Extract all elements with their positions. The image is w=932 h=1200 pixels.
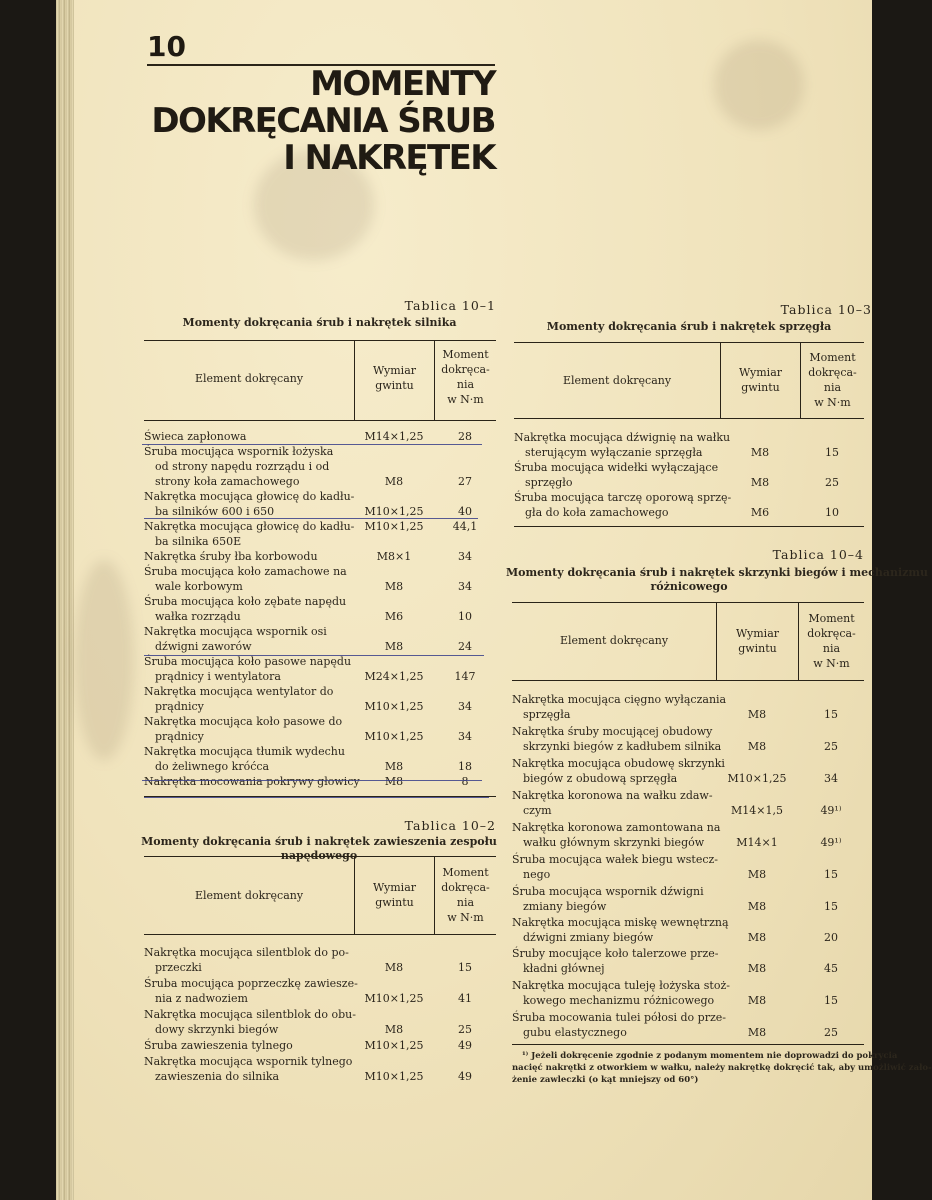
table2-header-rule [144,934,496,935]
row-element-cell [144,714,354,744]
row-element-line: gła do koła zamachowego [525,506,669,519]
header-line: Wymiar [735,627,780,640]
row-element-line: sprzęgła [523,708,571,721]
row-element-line: Śruba mocowania tulei półosi do prze- [512,1011,726,1024]
header-line: w N·m [814,396,851,409]
row-moment-cell: 41 [458,992,472,1005]
row-element-line: Śruba mocująca widełki wyłączające [514,461,719,474]
title-line: DOKRĘCANIA ŚRUB [151,101,495,141]
row-element-line: Nakrętka mocująca wspornik osi [144,625,327,638]
row-element-line: zawieszenia do silnika [155,1070,280,1083]
row-element-line: gubu elastycznego [523,1026,627,1039]
table-row [512,978,864,1008]
title-line: I NAKRĘTEK [283,138,495,178]
row-element-cell [144,489,354,519]
header-line: w N·m [447,393,484,406]
table4-body [512,692,864,1042]
table-row [144,624,496,654]
table-row [144,1054,496,1084]
row-element-line: Nakrętka mocująca silentblok do obu- [144,1008,356,1021]
row-element-line: Śruba mocująca wspornik łożyska [144,445,334,458]
row-element-line: Śruby mocujące koło talerzowe prze- [512,947,719,960]
table1-body [144,429,496,789]
header-line: gwintu [375,896,414,909]
table3-header-moment [801,350,864,410]
row-element-line: Nakrętka koronowa zamontowana na [512,821,721,834]
row-thread-cell: M10×1,25 [364,730,424,743]
row-thread-cell: M8 [384,640,404,653]
row-element-line: dźwigni zaworów [155,640,252,653]
chapter-number: 10 [147,30,186,63]
table1-header-element: Element dokręcany [194,372,304,385]
table-row [144,654,496,684]
row-element-line: Nakrętka koronowa na wałku zdaw- [512,789,713,802]
row-moment-cell: 27 [458,475,472,488]
table-row [512,724,864,754]
header-line: nia [456,896,475,909]
row-moment-cell: 25 [824,1026,838,1039]
row-thread-cell: M8 [750,446,770,459]
table-row [144,744,496,774]
row-element-line: nego [523,868,551,881]
row-element-line: sprzęgło [525,476,573,489]
row-element-line: Śruba mocująca wałek biegu wstecz- [512,853,719,866]
table1-header-moment [435,347,496,407]
row-moment-cell: 34 [458,550,472,563]
row-thread-cell: M6 [384,610,404,623]
row-element-line: dźwigni zmiany biegów [523,931,654,944]
header-line: nia [456,378,475,391]
table3-label: Tablica 10–3 [780,302,872,317]
row-element-cell [144,549,354,564]
row-moment-cell: 15 [825,446,839,459]
table-row [144,489,496,519]
row-element-line: strony koła zamachowego [155,475,300,488]
row-element-line: dowy skrzynki biegów [155,1023,279,1036]
row-moment-cell: 18 [458,760,472,773]
row-moment-cell: 44,1 [452,520,478,533]
stain [74,560,134,760]
header-line: Moment [809,351,856,364]
row-thread-cell: M8 [747,740,767,753]
row-moment-cell: 45 [824,962,838,975]
row-element-line: wałka rozrządu [155,610,241,623]
row-thread-cell: M6 [750,506,770,519]
row-element-cell [512,788,716,818]
row-thread-cell: M10×1,25 [364,1039,424,1052]
row-moment-cell: 49¹⁾ [820,804,842,817]
row-element-line: Śruba mocująca poprzeczkę zawiesze- [144,977,358,990]
table1-header-rule [144,420,496,421]
row-moment-cell: 10 [825,506,839,519]
row-element-line: Śruba mocująca koło zamachowe na [144,565,347,578]
table-row [144,684,496,714]
title-line: MOMENTY [310,64,495,104]
row-moment-cell: 15 [824,994,838,1007]
row-thread-cell: M8 [384,775,404,788]
row-element-cell [512,884,716,914]
row-thread-cell: M8 [384,475,404,488]
header-line: Wymiar [372,364,417,377]
row-thread-cell: M10×1,25 [364,700,424,713]
row-element-cell [144,976,358,1006]
table-row [144,429,496,444]
table1-header-thread [355,363,434,393]
row-thread-cell: M8 [747,931,767,944]
table3-header-rule [514,418,864,419]
table3-title: Momenty dokręcania śrub i nakrętek sprzęgła [546,320,832,333]
row-moment-cell: 25 [458,1023,472,1036]
table-row [144,1038,496,1053]
row-moment-cell: 34 [458,700,472,713]
table-row [514,490,864,520]
row-element-line: prądnicy [155,730,204,743]
table4-bottom-rule [512,1044,864,1045]
header-line: Moment [442,866,489,879]
row-moment-cell: 15 [824,900,838,913]
row-moment-cell: 49 [458,1070,472,1083]
table2-header-moment [435,865,496,925]
row-element-cell [514,460,720,490]
footnote-line: żenie zawleczki (o kąt mniejszy od 60°) [512,1075,699,1085]
stain [714,40,804,130]
row-element-cell [512,820,721,850]
row-element-line: Śruba mocująca wspornik dźwigni [512,885,704,898]
row-thread-cell: M8 [747,708,767,721]
row-thread-cell: M8 [747,900,767,913]
table-row [512,884,864,914]
row-moment-cell: 25 [825,476,839,489]
row-element-line: prądnicy i wentylatora [155,670,281,683]
row-element-line: skrzynki biegów z kadłubem silnika [523,740,722,753]
header-line: dokręca- [441,881,490,894]
table3-header-thread [721,365,800,395]
row-thread-cell: M10×1,25 [364,1070,424,1083]
table-row [512,692,864,722]
table1-top-rule [144,340,496,341]
table1-title: Momenty dokręcania śrub i nakrętek silnika [182,316,457,329]
header-line: dokręca- [441,363,490,376]
row-element-line: Nakrętka mocująca głowicę do kadłu- [144,520,355,533]
row-element-line: ba silników 600 i 650 [155,505,275,518]
table-row [514,460,864,490]
row-element-cell [144,444,354,489]
title-line: Momenty dokręcania śrub i nakrętek skrzynki biegów i mechanizmu [506,566,929,579]
table-row [512,1010,864,1040]
row-element-line: sterującym wyłączanie sprzęgła [525,446,703,459]
row-element-cell [514,490,732,520]
row-element-line: Nakrętka mocująca głowicę do kadłu- [144,490,355,503]
header-line: Moment [442,348,489,361]
table-row [514,430,864,460]
row-thread-cell: M8 [384,760,404,773]
row-element-cell [512,756,725,786]
row-element-cell [512,915,729,945]
row-element-line: Nakrętka mocująca dźwignię na wałku [514,431,731,444]
row-thread-cell: M10×1,25 [364,992,424,1005]
row-element-cell [144,624,354,654]
row-thread-cell: M8 [747,962,767,975]
table-row [144,774,496,789]
header-line: gwintu [741,381,780,394]
row-moment-cell: 15 [824,868,838,881]
table1-label: Tablica 10–1 [404,298,496,313]
table4-title [506,566,929,594]
table2-title: Momenty dokręcania śrub i nakrętek zawieszenia zespołu napędowego [141,835,497,862]
row-element-cell [144,774,360,789]
footnote-line: nacięć nakrętki z otworkiem w wałku, należy nakrętkę dokręcić tak, aby umożliwić zało- [512,1063,932,1073]
row-element-cell [144,1007,354,1037]
page-title [147,66,495,177]
pen-underline [144,797,489,798]
row-thread-cell: M8 [747,868,767,881]
row-thread-cell: M14×1 [736,836,778,849]
row-moment-cell: 147 [454,670,476,683]
table-row [512,820,864,850]
row-element-cell [144,654,354,684]
row-element-cell [512,1010,726,1040]
row-element-line: czym [523,804,552,817]
table2-label: Tablica 10–2 [404,818,496,833]
row-element-line: Nakrętka mocująca tłumik wydechu [144,745,345,758]
row-thread-cell: M24×1,25 [364,670,424,683]
row-element-cell [144,564,354,594]
row-element-line: Nakrętka mocująca miskę wewnętrzną [512,916,729,929]
header-line: nia [822,642,841,655]
table2-body [144,945,496,1085]
row-element-line: zmiany biegów [523,900,607,913]
header-line: dokręca- [808,366,857,379]
table-row [144,976,496,1006]
row-moment-cell: 28 [458,430,472,443]
footnote-line: ¹⁾ Jeżeli dokręcenie zgodnie z podanym momentem nie doprowadzi do pokrycia [522,1051,898,1061]
table-row [512,756,864,786]
table2-header-element: Element dokręcany [194,889,304,902]
header-line: w N·m [447,911,484,924]
row-element-line: Nakrętka mocująca wspornik tylnego [144,1055,353,1068]
row-moment-cell: 25 [824,740,838,753]
row-element-line: Nakrętka mocowania pokrywy głowicy [144,775,360,788]
table4-footnote [512,1050,932,1086]
header-line: dokręca- [807,627,856,640]
book-page [74,0,932,1200]
row-element-cell [512,852,719,882]
table4-header-rule [512,680,864,681]
header-line: gwintu [738,642,777,655]
row-thread-cell: M8 [750,476,770,489]
row-element-cell [512,978,730,1008]
row-element-cell [144,594,354,624]
row-thread-cell: M8×1 [376,550,412,563]
pen-underline [142,444,482,445]
row-element-cell [144,1054,354,1084]
pen-underline [142,780,482,781]
row-element-line: Nakrętka mocująca wentylator do [144,685,334,698]
title-line: różnicowego [650,580,728,593]
row-moment-cell: 34 [824,772,838,785]
row-element-line: nia z nadwoziem [155,992,248,1005]
row-element-line: przeczki [155,961,202,974]
row-element-line: Śruba mocująca tarczę oporową sprzę- [514,491,732,504]
row-thread-cell: M8 [384,580,404,593]
row-element-line: od strony napędu rozrządu i od [155,460,330,473]
row-element-line: kładni głównej [523,962,605,975]
row-element-line: Nakrętka mocująca koło pasowe do [144,715,343,728]
row-element-line: prądnicy [155,700,204,713]
table4-label: Tablica 10–4 [772,547,864,562]
table4-header-element: Element dokręcany [559,634,669,647]
header-line: nia [823,381,842,394]
row-element-cell [144,945,354,975]
table3-body [514,430,864,520]
row-moment-cell: 15 [824,708,838,721]
row-element-line: kowego mechanizmu różnicowego [523,994,715,1007]
row-moment-cell: 10 [458,610,472,623]
header-line: w N·m [813,657,850,670]
header-line: gwintu [375,379,414,392]
table-row [512,946,864,976]
row-element-line: wałku głównym skrzynki biegów [523,836,705,849]
header-line: Moment [808,612,855,625]
row-element-cell [144,429,354,444]
row-element-line: wale korbowym [155,580,243,593]
row-thread-cell: M10×1,25 [364,505,424,518]
row-moment-cell: 15 [458,961,472,974]
table-row [144,945,496,975]
row-element-line: Śruba zawieszenia tylnego [144,1039,293,1052]
table-row [512,852,864,882]
row-element-cell [144,684,354,714]
row-element-cell [144,1038,354,1053]
table-row [144,444,496,489]
pen-underline [144,655,484,656]
table4-top-rule [512,602,864,603]
row-element-line: do żeliwnego króćca [155,760,270,773]
table-row [144,594,496,624]
row-element-line: biegów z obudową sprzęgła [523,772,678,785]
row-thread-cell: M8 [747,994,767,1007]
row-element-line: Śruba mocująca koło pasowe napędu [144,655,352,668]
row-moment-cell: 8 [461,775,469,788]
row-thread-cell: M8 [747,1026,767,1039]
row-element-line: Nakrętka mocująca tuleję łożyska stoż- [512,979,730,992]
row-element-line: Świeca zapłonowa [144,430,247,443]
row-thread-cell: M8 [384,1023,404,1036]
table2-top-rule [144,856,496,857]
row-element-cell [144,744,354,774]
row-thread-cell: M10×1,25 [364,520,424,533]
header-line: Wymiar [738,366,783,379]
row-moment-cell: 34 [458,580,472,593]
row-moment-cell: 20 [824,931,838,944]
row-moment-cell: 49 [458,1039,472,1052]
row-moment-cell: 24 [458,640,472,653]
table-row [144,564,496,594]
row-element-line: Nakrętka śruby łba korbowodu [144,550,318,563]
row-thread-cell: M10×1,25 [727,772,787,785]
row-element-line: ba silnika 650E [155,535,242,548]
row-moment-cell: 49¹⁾ [820,836,842,849]
row-element-line: Nakrętka śruby mocującej obudowy [512,725,713,738]
row-moment-cell: 34 [458,730,472,743]
row-thread-cell: M14×1,5 [731,804,783,817]
table3-header-element: Element dokręcany [562,374,672,387]
row-moment-cell: 40 [458,505,472,518]
table-row [144,714,496,744]
table-row [144,1007,496,1037]
header-line: Wymiar [372,881,417,894]
table-row [512,788,864,818]
row-element-cell [512,724,722,754]
row-element-line: Nakrętka mocująca silentblok do po- [144,946,349,959]
row-element-line: Śruba mocująca koło zębate napędu [144,595,347,608]
table4-header-thread [717,626,798,656]
row-element-line: Nakrętka mocująca cięgno wyłączania [512,693,727,706]
table-row [512,915,864,945]
pen-underline [144,518,478,519]
table2-header-thread [355,880,434,910]
row-thread-cell: M14×1,25 [364,430,424,443]
row-thread-cell: M8 [384,961,404,974]
table-row [144,549,496,564]
row-element-cell [144,519,354,549]
table4-header-moment [799,611,864,671]
table3-bottom-rule [514,526,864,527]
row-element-line: Nakrętka mocująca obudowę skrzynki [512,757,725,770]
row-element-cell [512,946,719,976]
row-element-cell [514,430,731,460]
table-row [144,519,496,549]
row-element-cell [512,692,727,722]
table3-top-rule [514,342,864,343]
